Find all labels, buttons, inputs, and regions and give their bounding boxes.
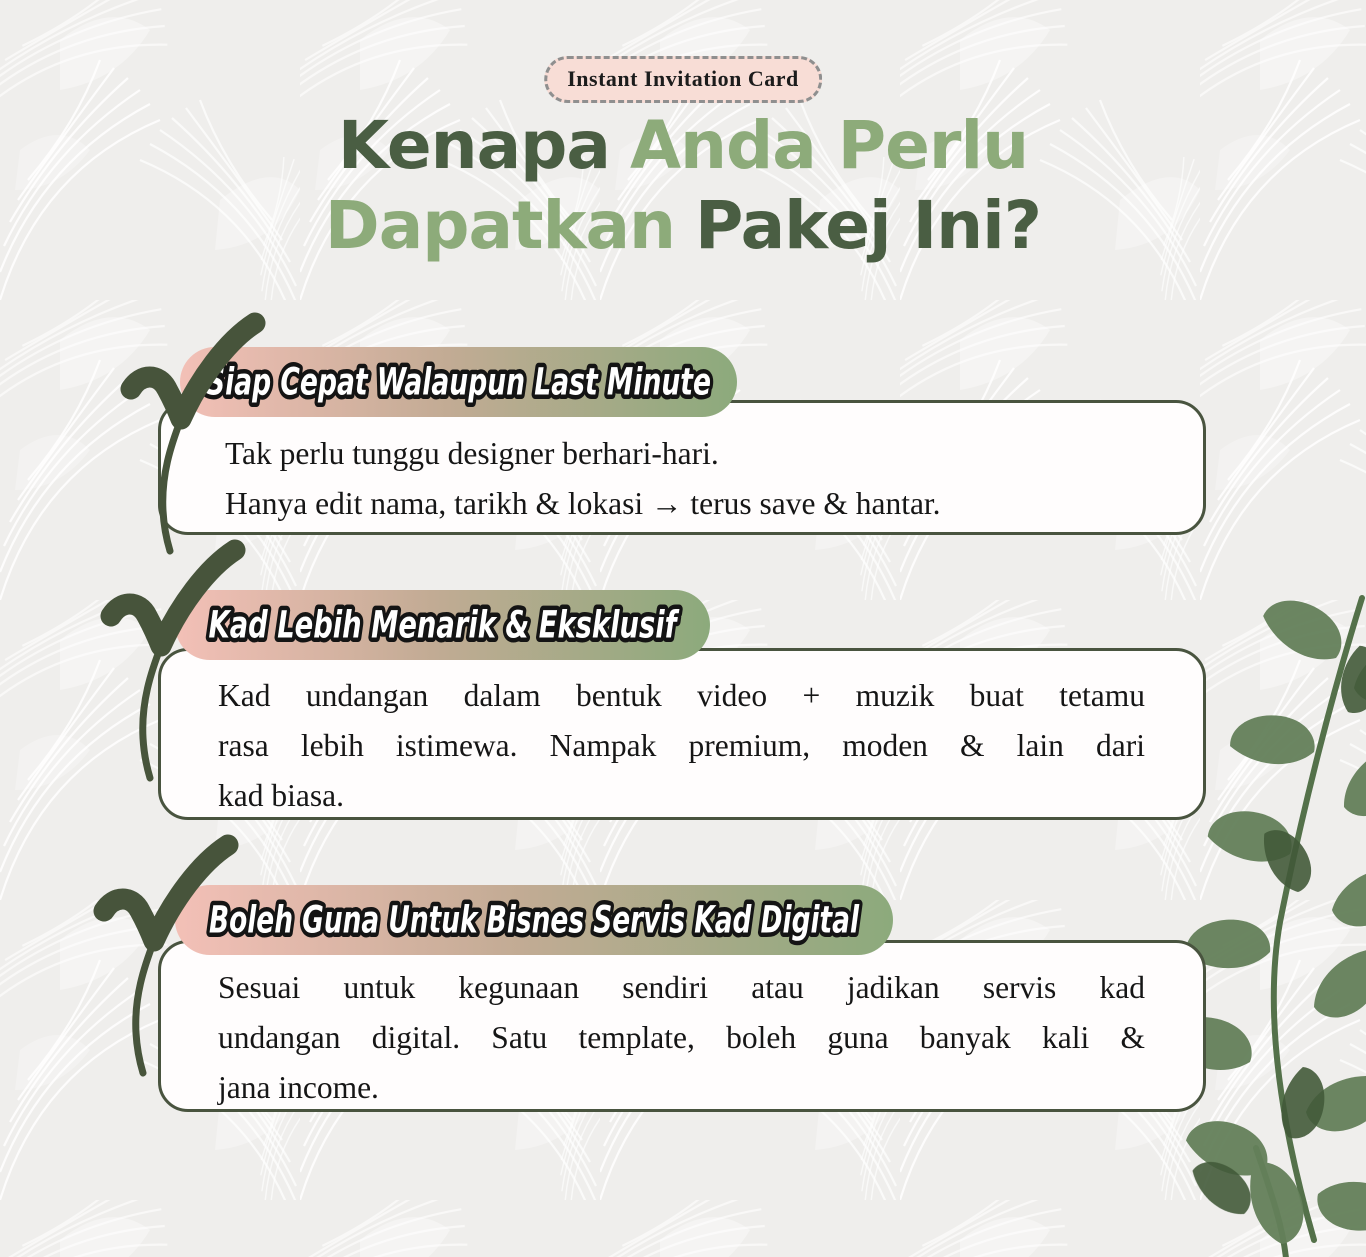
- title-word-light: Dapatkan: [324, 187, 675, 264]
- body-line: Tak perlu tunggu designer berhari-hari.: [225, 436, 719, 471]
- body-line: rasa lebih istimewa. Nampak premium, moden & lain dari: [218, 728, 1145, 763]
- feature-body-box-2: [158, 648, 1206, 820]
- page-title: [0, 106, 1366, 266]
- heading-text-svg: [175, 590, 710, 660]
- check-icon: [88, 837, 238, 1097]
- check-stroke: [104, 845, 228, 941]
- watercolor-leaves-decoration: [1186, 592, 1366, 1257]
- title-word-light: Anda Perlu: [629, 107, 1029, 184]
- feature-heading-pill-3: [175, 885, 893, 955]
- check-tail: [163, 419, 181, 551]
- check-tail: [136, 941, 154, 1073]
- feature-body-box-3: [158, 940, 1206, 1112]
- feature-heading: Kad Lebih Menarik & Eksklusif: [208, 603, 680, 647]
- body-line: Sesuai untuk kegunaan sendiri atau jadikan servis kad: [218, 970, 1145, 1005]
- check-stroke: [111, 550, 235, 646]
- body-line: undangan digital. Satu template, boleh guna banyak kali &: [218, 1020, 1145, 1055]
- title-line-2: [0, 186, 1366, 266]
- badge-label: Instant Invitation Card: [567, 66, 799, 91]
- body-line: kad biasa.: [218, 778, 344, 813]
- feature-heading-pill-2: [175, 590, 710, 660]
- feature-body-box-1: [158, 400, 1206, 535]
- badge: [544, 56, 822, 103]
- feature-heading: Siap Cepat Walaupun Last Minute: [206, 360, 711, 404]
- check-stroke: [131, 323, 255, 419]
- check-icon: [95, 542, 245, 802]
- body-line: Hanya edit nama, tarikh & lokasi → terus save & hantar.: [225, 486, 941, 521]
- title-word-dark: Pakej Ini?: [695, 187, 1042, 264]
- title-line-1: [0, 106, 1366, 186]
- body-line: Kad undangan dalam bentuk video + muzik buat tetamu: [218, 678, 1145, 713]
- title-word-dark: Kenapa: [337, 107, 610, 184]
- check-tail: [143, 646, 161, 778]
- body-line: jana income.: [218, 1070, 379, 1105]
- check-icon: [115, 315, 265, 575]
- heading-text-svg: [175, 885, 893, 955]
- feature-heading: Boleh Guna Untuk Bisnes Servis Kad Digital: [209, 898, 860, 942]
